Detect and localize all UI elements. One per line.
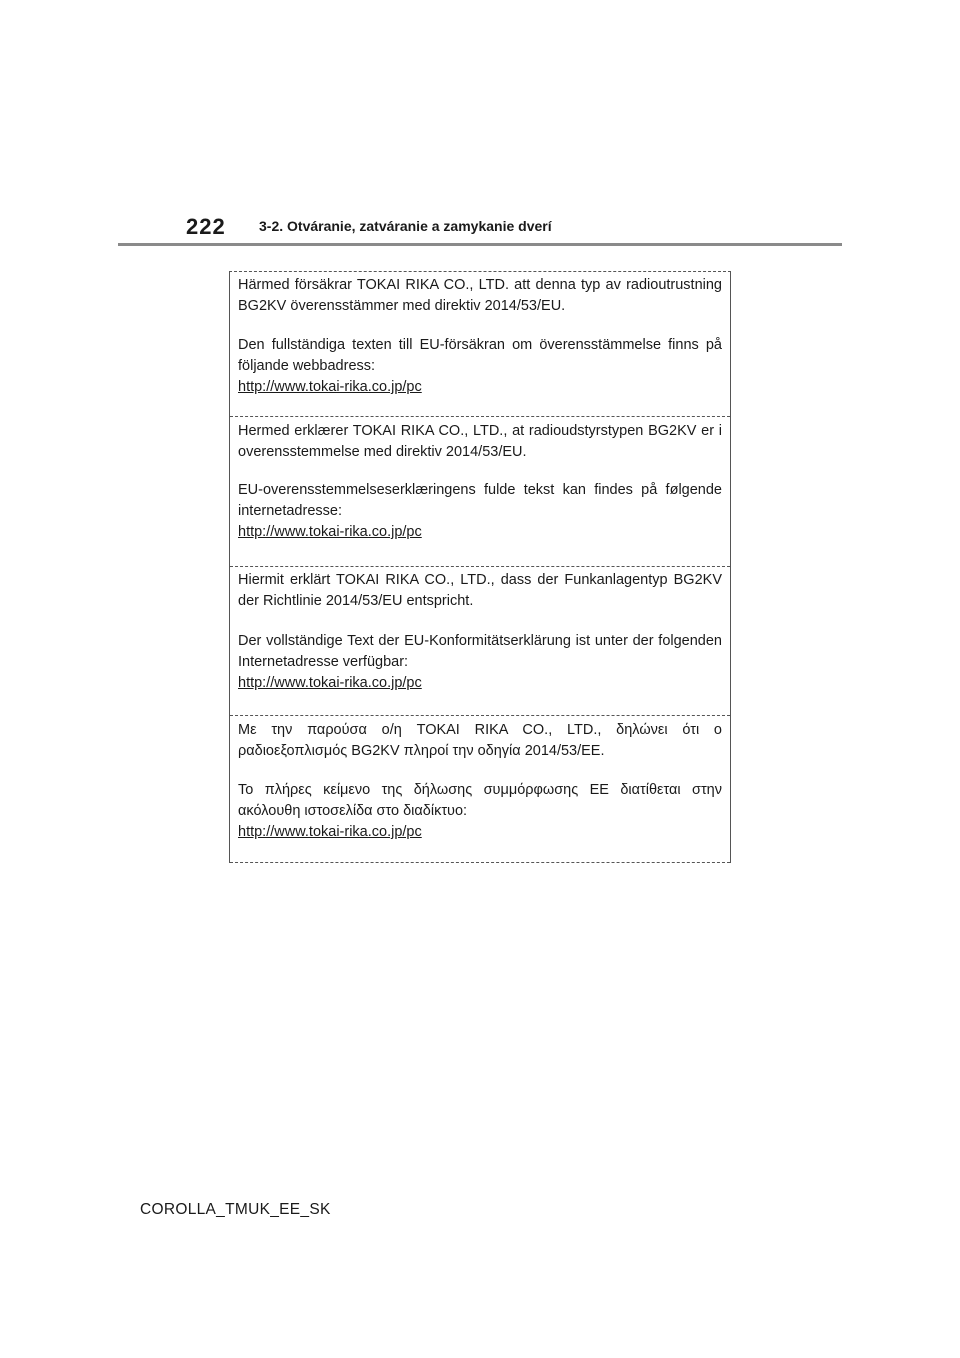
header-divider bbox=[118, 243, 842, 246]
declaration-box bbox=[229, 271, 731, 863]
declaration-text-info: Den fullständiga texten till EU-försäkran om överensstämmelse finns på följande webbadress: bbox=[238, 337, 722, 374]
declaration-text-info: EU-overensstemmelseserklæringens fulde tekst kan findes på følgende internetadresse: bbox=[238, 482, 722, 519]
declaration-link[interactable]: http://www.tokai-rika.co.jp/pc bbox=[238, 379, 422, 395]
declaration-statement: Hiermit erklärt TOKAI RIKA CO., LTD., dass der Funkanlagentyp BG2KV der Richtlinie 2014/53/EU entspricht. bbox=[238, 572, 722, 609]
declaration-text-info: Το πλήρες κείμενο της δήλωσης συμμόρφωσης ΕΕ διατίθεται στην ακόλουθη ιστοσελίδα στο διαδίκτυο: bbox=[238, 782, 722, 819]
declaration-statement: Härmed försäkrar TOKAI RIKA CO., LTD. att denna typ av radioutrustning BG2KV överensstämmer med direktiv 2014/53/EU. bbox=[238, 277, 722, 314]
declaration-statement: Με την παρούσα ο/η TOKAI RIKA CO., LTD., δηλώνει ότι ο ραδιοεξοπλισμός BG2KV πληροί την οδηγία 2014/53/ΕΕ. bbox=[238, 722, 722, 759]
document-code: COROLLA_TMUK_EE_SK bbox=[140, 1201, 331, 1218]
declaration-text-info: Der vollständige Text der EU-Konformitätserklärung ist unter der folgenden Internetadresse verfügbar: bbox=[238, 633, 722, 670]
declaration-swedish bbox=[230, 272, 730, 417]
declaration-german bbox=[230, 567, 730, 716]
declaration-statement: Hermed erklærer TOKAI RIKA CO., LTD., at radioudstyrstypen BG2KV er i overensstemmelse med direktiv 2014/53/EU. bbox=[238, 423, 722, 460]
section-title: 3-2. Otváranie, zatváranie a zamykanie dverí bbox=[259, 218, 552, 234]
declaration-danish bbox=[230, 417, 730, 567]
declaration-link[interactable]: http://www.tokai-rika.co.jp/pc bbox=[238, 524, 422, 540]
page-number: 222 bbox=[186, 214, 226, 239]
declaration-link[interactable]: http://www.tokai-rika.co.jp/pc bbox=[238, 675, 422, 691]
page-header bbox=[186, 214, 846, 244]
declaration-link[interactable]: http://www.tokai-rika.co.jp/pc bbox=[238, 824, 422, 840]
declaration-greek bbox=[230, 716, 730, 863]
